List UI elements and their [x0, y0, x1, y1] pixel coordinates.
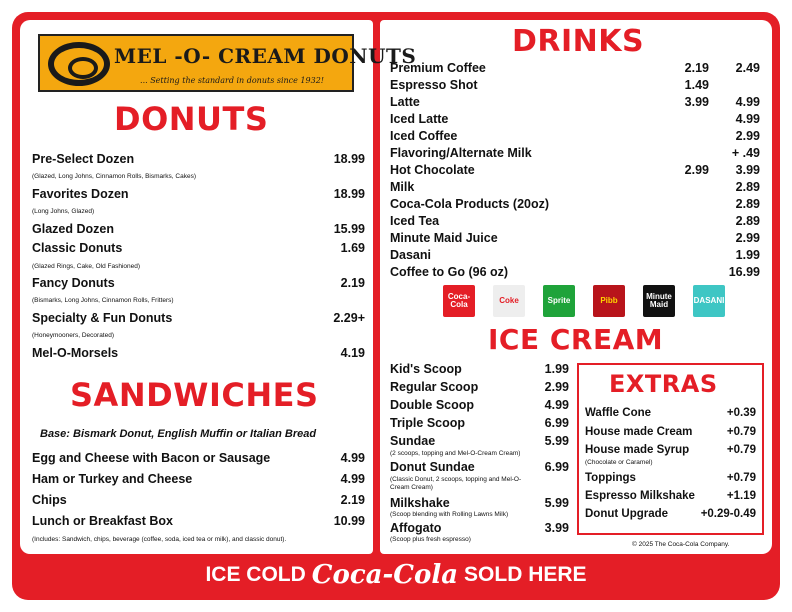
logo-tagline: ... Setting the standard in donuts since 1932!: [140, 76, 324, 85]
sprite-logo-icon: Sprite: [543, 285, 575, 317]
ice-cream-item-name: Affogato: [390, 521, 442, 535]
drink-item-name: Espresso Shot: [390, 78, 478, 92]
footer-left-text: ICE COLD: [205, 563, 306, 586]
sandwich-item-name: Lunch or Breakfast Box: [32, 514, 174, 528]
donut-logo-icon: [48, 42, 110, 86]
donut-item-note: (Honeymooners, Decorated): [32, 332, 115, 339]
donut-item-name: Mel-O-Morsels: [32, 346, 119, 360]
logo-name: MEL -O- CREAM DONUTS: [114, 44, 417, 68]
extra-item-name: Donut Upgrade: [585, 508, 669, 520]
coca-cola-logo-icon: Coca-Cola: [443, 285, 475, 317]
sandwich-note: (Includes: Sandwich, chips, beverage (coffee, soda, iced tea or milk), and classic donut).: [32, 536, 287, 543]
extra-item-name: House made Cream: [585, 426, 693, 438]
drink-item-name: Hot Chocolate: [390, 163, 475, 177]
ice-cream-item-price: 6.99: [544, 460, 569, 474]
donut-item-name: Glazed Dozen: [32, 222, 114, 236]
drink-item-large-price: 2.89: [735, 214, 760, 228]
drink-item-small-price: 1.49: [684, 78, 709, 92]
ice-cream-item-name: Sundae: [390, 434, 436, 448]
drink-item-name: Latte: [390, 95, 420, 109]
donut-item-price: 4.19: [340, 346, 365, 360]
sandwich-base: Base: Bismark Donut, English Muffin or Italian Bread: [40, 428, 317, 440]
donut-item-name: Classic Donuts: [32, 241, 123, 255]
coca-cola-script-logo: Coca-Cola: [311, 560, 459, 590]
ice-cream-title: ICE CREAM: [488, 323, 664, 356]
donut-item-note: (Glazed Rings, Cake, Old Fashioned): [32, 263, 141, 270]
sandwich-item-price: 10.99: [333, 514, 365, 528]
drink-item-name: Flavoring/Alternate Milk: [390, 146, 532, 160]
ice-cream-item-price: 5.99: [544, 496, 569, 510]
drink-item-large-price: 1.99: [735, 248, 760, 262]
mel-o-cream-logo: [38, 34, 417, 92]
donut-item-name: Favorites Dozen: [32, 187, 129, 201]
donut-item-name: Pre-Select Dozen: [32, 152, 135, 166]
ice-cream-item-name: Kid's Scoop: [390, 362, 462, 376]
donut-item-note: (Glazed, Long Johns, Cinnamon Rolls, Bismarks, Cakes): [32, 173, 197, 180]
drink-item-large-price: 16.99: [728, 265, 760, 279]
donut-item-price: 2.19: [340, 276, 365, 290]
sandwich-item-name: Ham or Turkey and Cheese: [32, 472, 193, 486]
donut-item-name: Fancy Donuts: [32, 276, 115, 290]
extra-item-note: (Chocolate or Caramel): [585, 459, 653, 466]
drink-item-large-price: 4.99: [735, 112, 760, 126]
copyright-notice: © 2025 The Coca-Cola Company.: [632, 541, 730, 548]
extra-item-price: +0.79: [726, 426, 756, 438]
sandwich-item-price: 4.99: [340, 472, 365, 486]
donut-item-price: 18.99: [333, 152, 365, 166]
ice-cream-item-price: 6.99: [544, 416, 569, 430]
drink-item-name: Coffee to Go (96 oz): [390, 265, 509, 279]
coke-logo-icon: Coke: [493, 285, 525, 317]
ice-cream-item-price: 2.99: [544, 380, 569, 394]
drink-item-small-price: 3.99: [684, 95, 709, 109]
drink-item-name: Iced Coffee: [390, 129, 458, 143]
donut-item-name: Specialty & Fun Donuts: [32, 311, 173, 325]
ice-cream-item-name: Regular Scoop: [390, 380, 479, 394]
drink-item-name: Premium Coffee: [390, 61, 486, 75]
drink-item-name: Milk: [390, 180, 415, 194]
dasani-logo-icon: DASANI: [693, 285, 725, 317]
donut-item-price: 2.29+: [333, 311, 365, 325]
ice-cream-item-note: (Classic Donut, 2 scoops, topping and Mel-O-Cream Cream): [390, 476, 522, 491]
donut-item-price: 18.99: [333, 187, 365, 201]
extra-item-price: +0.29-0.49: [700, 508, 756, 520]
drink-item-large-price: 3.99: [735, 163, 760, 177]
drink-item-large-price: 4.99: [735, 95, 760, 109]
ice-cream-item-name: Triple Scoop: [390, 416, 466, 430]
drink-item-name: Minute Maid Juice: [390, 231, 498, 245]
drink-item-large-price: 2.89: [735, 180, 760, 194]
ice-cream-item-name: Double Scoop: [390, 398, 475, 412]
extras-title: EXTRAS: [609, 370, 718, 398]
ice-cream-item-note: (Scoop blending with Rolling Lawns Milk): [390, 511, 509, 518]
ice-cream-item-price: 4.99: [544, 398, 569, 412]
ice-cream-item-note: (2 scoops, topping and Mel-O-Cream Cream): [390, 450, 521, 457]
sandwich-item-price: 4.99: [340, 451, 365, 465]
drink-item-small-price: 2.99: [684, 163, 709, 177]
drink-item-name: Coca-Cola Products (20oz): [390, 197, 550, 211]
extra-item-name: Toppings: [585, 472, 636, 484]
ice-cream-item-price: 1.99: [544, 362, 569, 376]
extra-item-price: +0.79: [726, 472, 756, 484]
drink-item-large-price: 2.49: [735, 61, 760, 75]
extra-item-price: +1.19: [726, 490, 756, 502]
footer-right-text: SOLD HERE: [464, 563, 587, 586]
ice-cream-item-price: 5.99: [544, 434, 569, 448]
drink-item-name: Iced Latte: [390, 112, 449, 126]
donut-item-note: (Long Johns, Glazed): [32, 208, 95, 215]
ice-cream-item-name: Milkshake: [390, 496, 450, 510]
ice-cream-item-note: (Scoop plus fresh espresso): [390, 536, 471, 543]
drink-item-large-price: + .49: [731, 146, 760, 160]
drink-item-small-price: 2.19: [684, 61, 709, 75]
drink-item-large-price: 2.89: [735, 197, 760, 211]
sandwiches-title: SANDWICHES: [70, 376, 319, 414]
extra-item-name: Espresso Milkshake: [585, 490, 695, 502]
minute-maid-logo-icon: Minute Maid: [643, 285, 675, 317]
drink-item-name: Dasani: [390, 248, 431, 262]
drink-item-large-price: 2.99: [735, 129, 760, 143]
extra-item-price: +0.39: [726, 407, 756, 419]
ice-cream-item-name: Donut Sundae: [390, 460, 475, 474]
sandwich-item-price: 2.19: [340, 493, 365, 507]
drinks-title: DRINKS: [512, 24, 645, 59]
donut-item-note: (Bismarks, Long Johns, Cinnamon Rolls, Fritters): [32, 297, 174, 304]
footer-banner: [12, 554, 780, 596]
sandwich-item-name: Chips: [32, 493, 67, 507]
ice-cream-item-price: 3.99: [544, 521, 569, 535]
drink-item-large-price: 2.99: [735, 231, 760, 245]
pibb-logo-icon: Pibb: [593, 285, 625, 317]
extra-item-price: +0.79: [726, 444, 756, 456]
extra-item-name: Waffle Cone: [585, 407, 652, 419]
donuts-title: DONUTS: [114, 100, 269, 138]
extra-item-name: House made Syrup: [585, 444, 690, 456]
drink-item-name: Iced Tea: [390, 214, 440, 228]
donut-item-price: 15.99: [333, 222, 365, 236]
sandwich-item-name: Egg and Cheese with Bacon or Sausage: [32, 451, 271, 465]
donut-item-price: 1.69: [340, 241, 365, 255]
